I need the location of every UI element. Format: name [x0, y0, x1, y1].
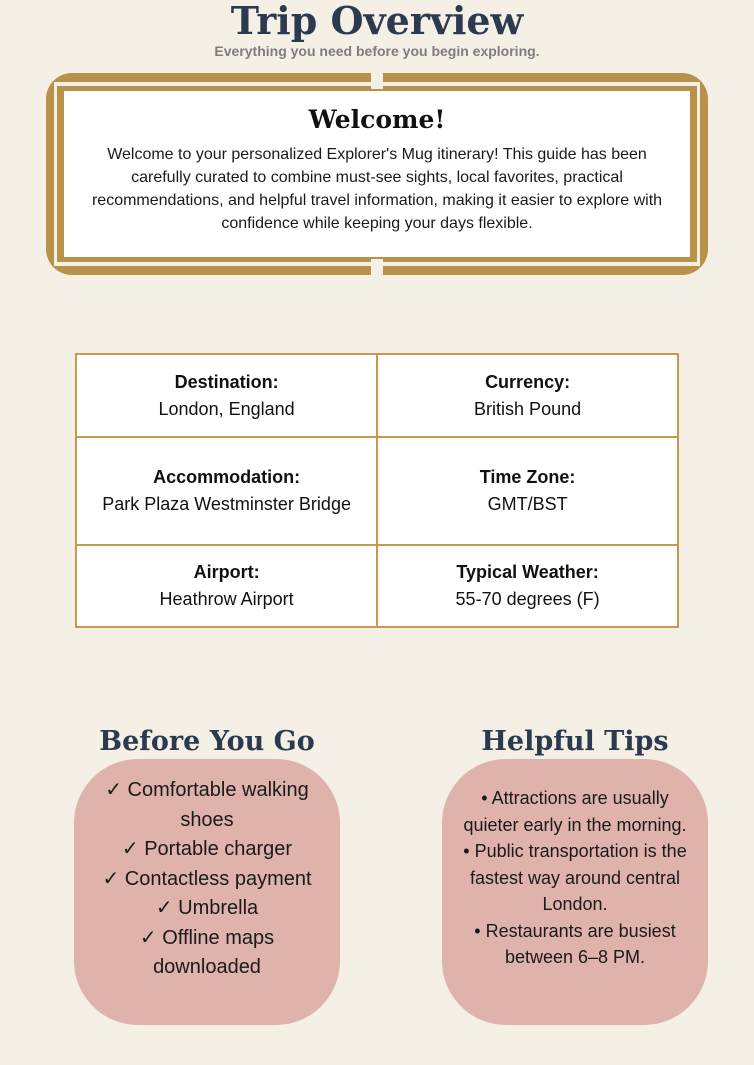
welcome-text: Welcome to your personalized Explorer's Mug itinerary! This guide has been carefully curated to combine must-see sights, local favorites, practical recommendations, and helpful travel information, making it easier to explore with confidence while keeping your days flexible.: [91, 146, 663, 232]
before-you-go-title: Before You Go: [99, 726, 315, 757]
frame-strip-left: [54, 82, 57, 266]
accommodation-value: Park Plaza Westminster Bridge: [102, 494, 351, 514]
list-item: ✓ Offline maps downloaded: [139, 926, 275, 978]
time-zone-cell: [377, 437, 678, 545]
weather-value: 55-70 degrees (F): [455, 589, 600, 609]
destination-label: Destination:: [174, 371, 279, 392]
table-row: [76, 437, 678, 545]
airport-value: Heathrow Airport: [159, 589, 294, 609]
before-you-go-list: [74, 759, 340, 1025]
airport-label: Airport:: [193, 562, 260, 582]
table-row: [76, 545, 678, 627]
currency-label: Currency:: [485, 371, 571, 392]
frame-strip-right: [697, 82, 700, 266]
list-item: ✓ Contactless payment: [102, 867, 312, 890]
table-row: [76, 354, 678, 437]
list-item: • Restaurants are busiest between 6–8 PM.: [474, 920, 676, 967]
page-title: Trip Overview: [230, 0, 524, 43]
helpful-tips-list: [442, 759, 708, 1025]
weather-label: Typical Weather:: [456, 562, 599, 582]
currency-value: British Pound: [474, 398, 582, 419]
time-zone-label: Time Zone:: [479, 467, 576, 487]
list-item: ✓ Comfortable walking shoes: [105, 779, 309, 831]
frame-notch-top: [371, 73, 383, 89]
destination-value: London, England: [158, 398, 295, 419]
welcome-heading: Welcome!: [308, 105, 446, 134]
frame-notch-bottom: [371, 259, 383, 275]
page-subtitle: Everything you need before you begin exploring.: [214, 43, 540, 59]
airport-cell: [76, 545, 377, 627]
list-item: • Attractions are usually quieter early in the morning.: [463, 788, 687, 835]
accommodation-label: Accommodation:: [153, 467, 301, 487]
welcome-frame: [46, 73, 708, 275]
destination-cell: [76, 354, 377, 437]
list-item: ✓ Umbrella: [155, 897, 259, 919]
accommodation-cell: [76, 437, 377, 545]
list-item: • Public transportation is the fastest way around central London.: [463, 841, 687, 914]
time-zone-value: GMT/BST: [487, 494, 568, 514]
currency-cell: [377, 354, 678, 437]
weather-cell: [377, 545, 678, 627]
welcome-box: [64, 91, 690, 257]
helpful-tips-title: Helpful Tips: [481, 726, 669, 757]
list-item: ✓ Portable charger: [121, 838, 293, 860]
trip-info-table: [75, 353, 679, 628]
